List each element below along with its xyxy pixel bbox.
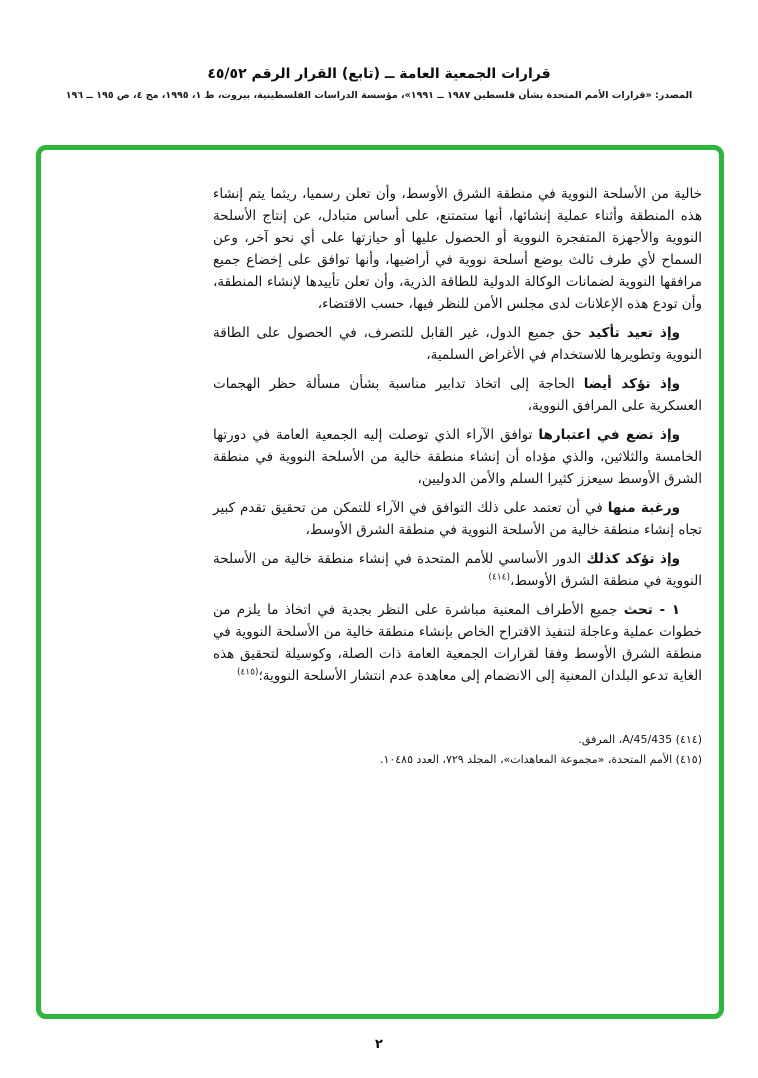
body-paragraph (213, 373, 702, 417)
body-paragraph (213, 424, 702, 490)
paragraph-text: في أن تعتمد على ذلك التوافق في الآراء للتمكن من تحقيق تقدم كبير تجاه إنشاء منطقة خالية من الأسلحة النووية في منطقة الشرق الأوسط، (213, 500, 702, 538)
source-line: المصدر: «قرارات الأمم المتحدة بشأن فلسطين ١٩٨٧ ــ ١٩٩١»، مؤسسة الدراسات الفلسطينية، بيروت، ط ١، ١٩٩٥، مج ٤، ص ١٩٥ ــ ١٩٦ (65, 90, 693, 101)
paragraph-text: حق جميع الدول، غير القابل للتصرف، في الحصول على الطاقة النووية وتطويرها للاستخدام في الأغراض السلمية، (213, 325, 702, 363)
footnotes-block (330, 731, 702, 768)
footnote: (٤١٥) الأمم المتحدة، «مجموعة المعاهدات»، المجلد ٧٢٩، العدد ١٠٤٨٥. (379, 752, 702, 766)
highlight-frame (36, 145, 724, 1019)
body-paragraph (213, 497, 702, 541)
body-paragraph (213, 599, 702, 687)
paragraph-lead: وإذ تضع في اعتبارها (538, 427, 681, 443)
paragraph-text: الحاجة إلى اتخاذ تدابير مناسبة بشأن مسألة حظر الهجمات العسكرية على المرافق النووية، (213, 376, 702, 414)
page-title: قرارات الجمعية العامة ــ (تابع) القرار الرقم ٤٥/٥٢ (207, 66, 551, 82)
document-header (0, 66, 758, 101)
body-paragraph (213, 183, 702, 315)
footnote-ref: (٤١٥) (236, 667, 259, 678)
paragraph-text: الدور الأساسي للأمم المتحدة في إنشاء منطقة خالية من الأسلحة النووية في منطقة الشرق الأوسط، (213, 551, 702, 589)
paragraph-lead: ١ - تحث (623, 602, 681, 618)
footnote: (٤١٤) A/45/435، المرفق. (578, 733, 702, 746)
paragraph-lead: وإذ تؤكد كذلك (586, 551, 680, 567)
footnote-ref: (٤١٤) (488, 572, 510, 583)
paragraph-text: خالية من الأسلحة النووية في منطقة الشرق الأوسط، وأن تعلن رسميا، ريثما يتم إنشاء هذه المنطقة وأثناء عملية إنشائها، أنها ستمتنع، على أساس متبادل، عن إنتاج الأسلحة النووية والأجهزة المتفجرة النووية أو الحصول عليها أو حيازتها على أي نحو آخر، وعن السماح لأي طرف ثالث بوضع أسلحة نووية في أراضيها، وأنها توافق على إخضاع جميع مرافقها النووية لضمانات الوكالة الدولية للطاقة الذرية، وأن تعلن تأييدها لإنشاء المنطقة، وأن تودع هذه الإعلانات لدى مجلس الأمن للنظر فيها، حسب الاقتضاء، (213, 186, 702, 312)
body-text-column (213, 183, 702, 768)
paragraph-text: توافق الآراء الذي توصلت إليه الجمعية العامة في دورتها الخامسة والثلاثين، والذي مؤداه أن إنشاء منطقة خالية من الأسلحة النووية في منطقة الشرق الأوسط سيعزز كثيرا السلم والأمن الدوليين، (213, 427, 702, 487)
paragraph-lead: وإذ تعيد تأكيد (588, 325, 680, 341)
paragraph-lead: ورغبة منها (607, 500, 680, 516)
body-paragraph (213, 322, 702, 366)
paragraph-text: جميع الأطراف المعنية مباشرة على النظر بجدية في اتخاذ ما يلزم من خطوات عملية وعاجلة لتنفيذ الاقتراح الخاص بإنشاء منطقة خالية من الأسلحة النووية في منطقة الشرق الأوسط وفقا لقرارات الجمعية العامة ذات الصلة، وكوسيلة لتحقيق هذه الغاية تدعو البلدان المعنية إلى الانضمام إلى معاهدة عدم انتشار الأسلحة النووية؛ (213, 602, 702, 684)
body-paragraph (213, 548, 702, 592)
paragraph-lead: وإذ تؤكد أيضا (583, 376, 680, 392)
page-number: ٢ (375, 1037, 383, 1052)
